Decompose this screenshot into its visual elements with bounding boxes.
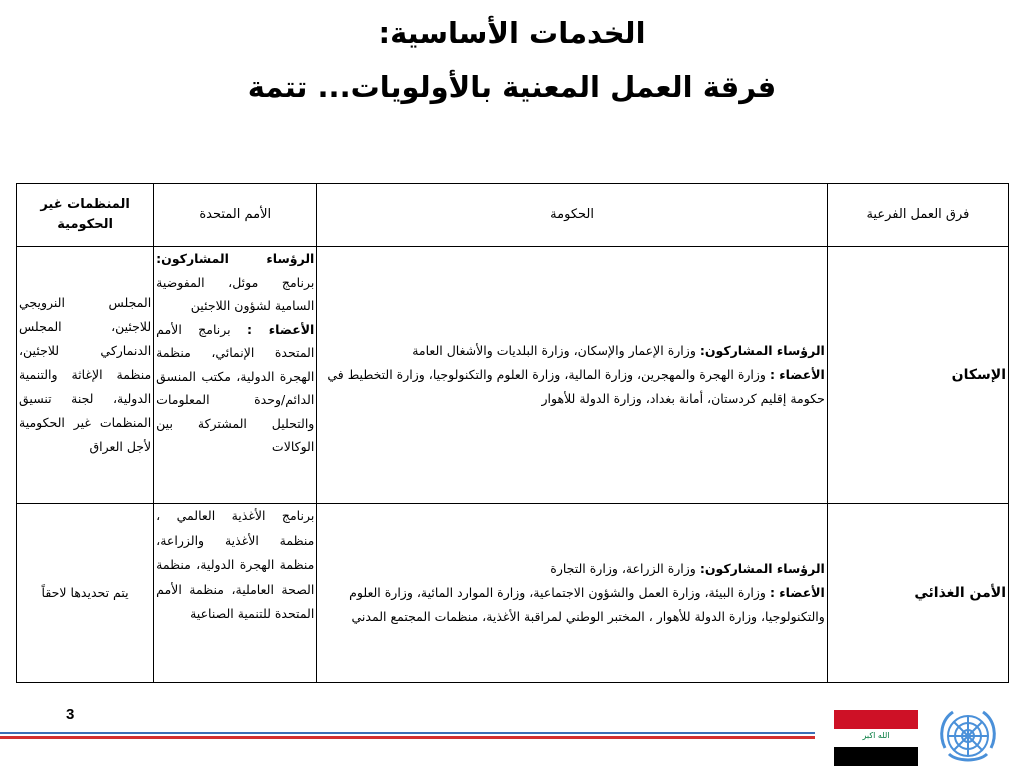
members-text: برنامج الأمم المتحدة الإنمائي، منظمة الهجرة الدولية، مكتب المنسق الدائم/وحدة المعلومات والتحليل المشتركة بين الوكالات xyxy=(156,321,315,454)
members-text: وزارة الهجرة والمهجرين، وزارة المالية، وزارة العلوم والتكنولوجيا، وزارة التخطيط في حكومة إقليم كردستان، أمانة بغداد، وزارة الدولة للأهوار xyxy=(327,367,825,406)
header-subgroups: فرق العمل الفرعية xyxy=(827,184,1008,247)
cochairs-label: الرؤساء المشاركون: xyxy=(699,343,825,358)
un-emblem-icon xyxy=(935,706,1001,768)
team-name-cell: الأمن الغذائي xyxy=(827,504,1008,683)
table-row xyxy=(17,247,1009,504)
government-cell xyxy=(317,247,828,504)
ngo-cell: المجلس النرويجي للاجئين، المجلس الدنماركي للاجئين، منظمة الإغاثة والتنمية الدولية، لجنة تنسيق المنظمات غير الحكومية لأجل العراق xyxy=(17,247,154,504)
members-label: الأعضاء : xyxy=(769,585,825,600)
slide-title-line2: فرقة العمل المعنية بالأولويات... تتمة xyxy=(247,70,777,104)
members-label: الأعضاء : xyxy=(769,367,825,382)
page-number: 3 xyxy=(66,706,75,723)
cochairs-text: وزارة الإعمار والإسكان، وزارة البلديات والأشغال العامة xyxy=(412,343,700,358)
slide-title-line1: الخدمات الأساسية: xyxy=(378,16,646,50)
team-name-cell: الإسكان xyxy=(827,247,1008,504)
header-government: الحكومة xyxy=(317,184,828,247)
footer-divider-blue xyxy=(0,732,815,734)
flag-script: الله اكبر xyxy=(862,730,890,740)
footer-divider-red xyxy=(0,736,815,739)
header-ngo: المنظمات غير الحكومية xyxy=(17,184,154,247)
ngo-cell: يتم تحديدها لاحقاً xyxy=(17,504,154,683)
table-row xyxy=(17,504,1009,683)
table-header-row xyxy=(17,184,1009,247)
un-cell: برنامج الأغذية العالمي ، منظمة الأغذية والزراعة، منظمة الهجرة الدولية، منظمة الصحة العاملية، منظمة الأمم المتحدة للتنمية الصناعية xyxy=(154,504,317,683)
government-cell xyxy=(317,504,828,683)
members-label: الأعضاء : xyxy=(247,321,315,337)
header-un: الأمم المتحدة xyxy=(154,184,317,247)
un-cell xyxy=(154,247,317,504)
cochairs-label: الرؤساء المشاركون: xyxy=(156,251,315,266)
iraq-flag-icon xyxy=(834,710,918,766)
cochairs-text: برنامج موئل، المفوضية السامية لشؤون اللاجئين xyxy=(156,274,315,313)
cochairs-text: وزارة الزراعة، وزارة التجارة xyxy=(550,561,700,576)
members-text: وزارة البيئة، وزارة العمل والشؤون الاجتماعية، وزارة الموارد المائية، وزارة العلوم والتكنولوجيا، وزارة الدولة للأهوار ، المختبر الوطني لمراقبة الأغذية، منظمات المجتمع المدني xyxy=(349,585,825,624)
task-force-table xyxy=(16,183,1009,683)
cochairs-label: الرؤساء المشاركون: xyxy=(699,561,825,576)
